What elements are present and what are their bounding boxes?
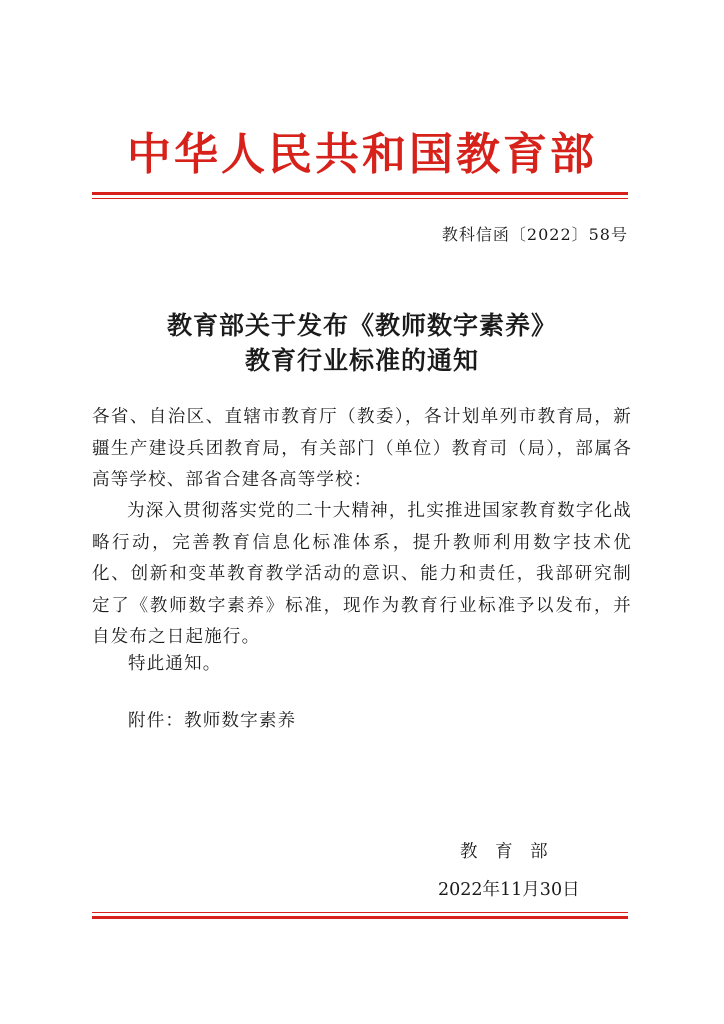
- letterhead-red-rule: [92, 192, 628, 199]
- footer-red-rule: [92, 912, 628, 919]
- body-paragraph: 为深入贯彻落实党的二十大精神，扎实推进国家教育数字化战略行动，完善教育信息化标准体系，提升教师利用数字技术优化、创新和变革教育教学活动的意识、能力和责任，我部研究制定了《教师数字素养》标准，现作为教育行业标准予以发布，并自发布之日起施行。: [92, 501, 632, 647]
- letterhead-org-name: 中华人民共和国教育部: [127, 129, 597, 180]
- closing-line: 特此通知。: [128, 654, 222, 674]
- title-line-2: 教育行业标准的通知: [244, 346, 479, 375]
- attachment-line: 附件：教师数字素养: [128, 711, 297, 731]
- title-line-1: 教育部关于发布《教师数字素养》: [166, 311, 557, 340]
- issuer-signature: 教 育 部: [460, 842, 554, 862]
- document-number: 教科信函〔2022〕58号: [441, 225, 628, 244]
- issue-date: 2022年11月30日: [438, 880, 580, 900]
- addressees-paragraph: 各省、自治区、直辖市教育厅（教委），各计划单列市教育局，新疆生产建设兵团教育局，有关部门（单位）教育司（局），部属各高等学校、部省合建各高等学校：: [92, 407, 632, 490]
